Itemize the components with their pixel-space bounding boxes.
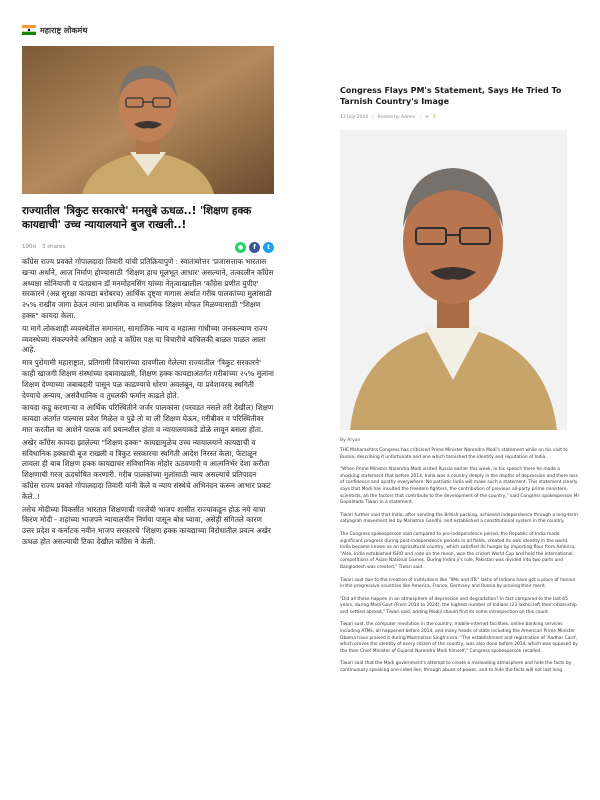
site-brand[interactable] (22, 22, 274, 38)
meta-separator: | (419, 115, 421, 120)
posted-by[interactable]: Posted by Admin (377, 115, 416, 120)
paragraph: Tiwari said, the computer revolution in the country, mobile-internet facilities, online banking services including ATMs, all happened before 2014, and many heads of state including the American Prime Minister Obama have praised it during Manmohan Singh's era. "The establishment and registration of 'Aadhar Card', which proves the identity of every citizen of the country, was also done before 2014, which was opposed by the then Chief Minister of Gujarat Narendra Modi himself," Congress spokesperson recalled. (340, 622, 578, 654)
article-photo[interactable] (22, 46, 274, 194)
paragraph: The Congress spokesperson said compared to pre-independence period, the Republic of India made significant progress during post-independence periods in all fields, created its own identity in the world. India became known as an agricultural country, which satisfied its hunger by importing flour from America. "Also, India established ISRO and rode on the moon, won the cricket World Cup and held the international competitions of Asian National Games. During Indira ji's rule, Pakistan was divided into two parts and Bangladesh was created," Tiwari said. (340, 531, 577, 570)
paragraph: अखेर कॉंग्रेस कायदा झालेल्या "शिक्षण हक्क" कायद्यामुळेच उच्च न्यायालयाने कायद्याची व संविधानिक हक्काची बूज राखली व त्रिकुट सरकारचा स्थगिती आदेश निरस्त केला, फेटाळून लावला ही बाब शिक्षण हक्क कायद्याचर संविधानिक मोहोर ऊठवणारी व आत्मनिर्भर देशा करीता शिक्षणाची गरज ऊदघोषित करणारी. गरीब पालकांच्या मुलांसाठी न्याय असल्याचे प्रतिपादन कॉंग्रेस राज्य प्रवक्ते गोपालदादा तिवारी यांनी केले व न्याय संस्थेचे अभिनंदन करून आभार प्रकट केले..! (22, 437, 271, 501)
paragraph: THE Maharashtra Congress has criticised Prime Minister Narendra Modi's statement while on his visit to Russia, describing it unfortunate and one which tarnished the identity and reputation of India. (340, 448, 568, 460)
meta-separator: | (372, 115, 374, 120)
byline: By Aryan (340, 438, 361, 443)
paragraph: कॉंग्रेस राज्य प्रवक्ते गोपालदादा तिवारी यांची प्रतिक्रियापुणे : स्वातंत्र्योत्तर 'प्रजासत्ताक भारतास खऱ्या अर्थाने, आज निर्माण होण्यासाठी 'शिक्षण हाच मूलभूत आधार' असल्याने, तत्कालीन कॉंग्रेस अध्यक्षा सोनियाजी व पंतप्रधान डॉ मनमोहनसिंग यांच्या नेतृत्वाखालील 'कॉंग्रेस प्रणीत युपीए' सरकारने (अन्न सुरक्षा कायद्या बरोबरच) आर्थिक दृष्ट्या मागास अर्थात गरीब पालकांच्या मुलांसाठी २५% राखीव जागा ठेऊन त्यांना प्राथमिक व माध्यमिक शिक्षण मोफत मिळण्यासाठी "शिक्षण हक्क" कायदा केला. (22, 257, 274, 320)
article-headline: राज्यातील 'त्रिकुट सरकारचे' मनसुबे ऊधळ..! 'शिक्षण हक्क कायद्याची' उच्च न्यायालयाने बुज राखली..! (22, 205, 252, 231)
article-meta (22, 241, 274, 253)
share-buttons (235, 242, 274, 253)
paragraph: "Did all these happen in an atmosphere of depression and degradation? In fact compared to the last 65 years, during Modi Govt (From 2014 to 2024), the highest number of Indians (23 lakhs) left their citizenship and settled abroad," Tiwari said, adding Modiji should find its some introspection on this count. (340, 596, 577, 615)
article-meta (340, 115, 580, 120)
facebook-share-icon[interactable]: f (249, 242, 260, 253)
paragraph: या मागे लोकशाही व्यवस्थेतील समानता, सामाजिक न्याय व महात्मा गांधीच्या जनकल्याण राज्य व्यवस्थेच्या संकल्पनेचे अधिष्ठान आहे व कॉंग्रेस पक्ष या विचारीचे बांधिलकी बाळत पाळत आला आहे. (22, 323, 268, 355)
paragraph: "When Prime Minister Narendra Modi visited Russia earlier this week, in his speech there he made a shocking statement that before 2014, India was a country deeply in the depths of depression and there loss of confidence and apathy everywhere. No patriotic India will make such a statement. This statement clearly says that Modi has insulted the freedom fighters, the contribution of previous all-party prime ministers, scientists, all the factors that contribute to the development of the country," said Congress spokesperson Mr Gopaldada Tiwari in a statement. (340, 467, 580, 506)
article-title: Congress Flays PM's Statement, Says He Tried To Tarnish Country's Image (340, 86, 562, 106)
marathi-article (22, 22, 274, 550)
whatsapp-share-icon[interactable]: ● (235, 242, 246, 253)
shares-count: 3 shares (42, 244, 66, 250)
paragraph: Tiwari further said that India, after sending the British packing, achieved independence through a long-term satyagrah movement led by Mahatma Gandhi, and established a constitutional system in the country. (340, 512, 578, 525)
article-photo[interactable] (340, 130, 567, 430)
paragraph: Tiwari said that the Modi government's attempt to create a misleading atmosphere and hide the facts by continuously speaking one-sided lies, through abuse of power, and to hide the facts will not last long. (340, 661, 572, 674)
article-body (340, 448, 580, 675)
article-body (22, 257, 274, 548)
comment-icon: ✉ (424, 115, 429, 120)
paragraph: Tiwari said due to the creation of institutions like "IIMs and IITs" lakhs of Indians have got a place of honour in the progressive countries like America, France, Germany and Russia by proving their merit. (340, 577, 576, 590)
paragraph: कायदा कडू करणाऱ्या व आर्थिक परिस्थितीने जर्जर पालकांना (परवडत नसले तरी देखील) शिक्षण कायद्या अंतर्गत पाल्यास प्रवेश मिळेल व पुढे तो या ली शिक्षण घेऊन, गरीबीवर व परिस्थितीवर मात करतील या आशेने पालक वर्ग प्रयत्नशील होता व न्यायालयाकडे डोळे लावून बसला होता. (22, 403, 274, 434)
post-date: 13 July 2024 (340, 115, 369, 120)
paragraph: मात्र पुरोगामी महाराष्ट्रात, प्रतिगामी विचारांच्या दावणीला गेलेल्या राज्यातील 'त्रिकुट सरकारने' काही खाजगी शिक्षण संस्थांच्या दबावाखाली, शिक्षण हक्क कायद्याअंतर्गत गरीबांच्या २५% मुलांना शिक्षण देण्याच्या जबाबदारी पासून पळ काढण्याचे धोरण अवलंबून, या प्रवेशावरच स्थगिती देण्याचे अन्याय, असंवैधानिक व तुघलकी फर्मान काढले होते. (22, 358, 274, 400)
views-count: 190d (22, 244, 36, 250)
twitter-share-icon[interactable]: t (263, 242, 274, 253)
comment-count[interactable]: 0 (432, 115, 436, 120)
paragraph: तसेच मोदीच्या विकसीत भारतात शिक्षणाची गरजेची भाजप शासीत राज्यांकडून होऊ नये याचा किरण मोदी - शहांच्या भाजपने न्यायालयीन निर्णया पासून बोध घ्यावा, असेही संगितले कारण उत्तर प्रदेश व कर्नाटक नवीन भाजप सरकारचे 'शिक्षण हक्क कायद्याच्या विरोधातील प्रयत्न अखेर ऊधळ होत असल्याची टिका देखील कॉंग्रेस ने केली. (22, 504, 271, 546)
english-article (340, 85, 580, 681)
brand-name: महाराष्ट्र लोकमंथ (40, 25, 88, 35)
logo-icon (22, 25, 36, 35)
